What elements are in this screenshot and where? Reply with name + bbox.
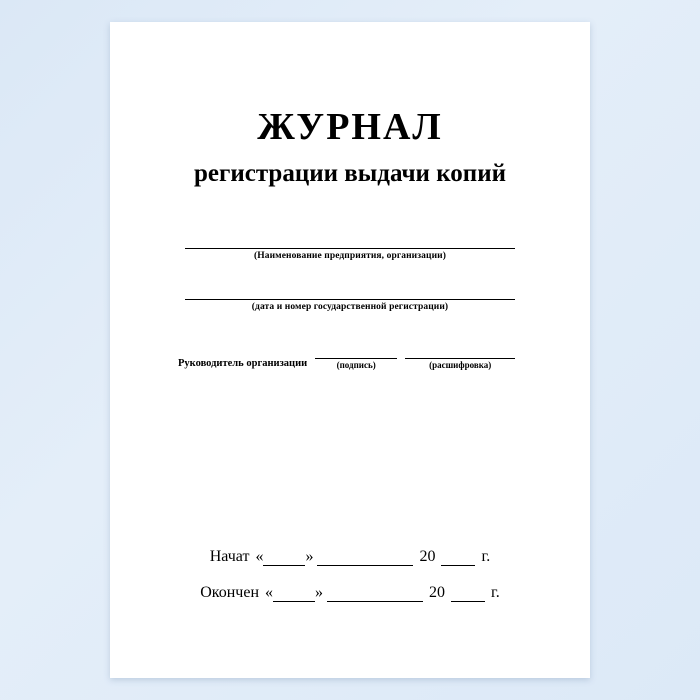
chief-label: Руководитель организации: [178, 358, 308, 369]
finished-day-input[interactable]: [273, 588, 315, 602]
organization-field-row: [185, 232, 515, 261]
started-year-input[interactable]: [441, 552, 475, 566]
registration-field-caption: (дата и номер государственной регистрации): [251, 302, 449, 312]
field-spacer: [110, 261, 590, 283]
journal-cover-page: [110, 22, 590, 678]
registration-input-line[interactable]: [185, 283, 515, 300]
organization-input-line[interactable]: [185, 232, 515, 249]
started-month-input[interactable]: [317, 552, 413, 566]
registration-field-row: [185, 283, 515, 312]
fields-section: [110, 232, 590, 370]
started-label: Начат: [209, 548, 250, 565]
finished-year-prefix: 20: [429, 584, 446, 601]
title-block: [110, 108, 590, 187]
finished-label: Окончен: [200, 584, 260, 601]
started-quote-open: «: [255, 548, 264, 565]
started-row: [110, 548, 590, 566]
decoding-input-line[interactable]: [405, 346, 515, 359]
page-title: ЖУРНАЛ: [257, 106, 443, 148]
footer-section: [110, 548, 590, 620]
started-day-input[interactable]: [263, 552, 305, 566]
finished-quote-close: »: [315, 584, 324, 601]
decoding-caption: (расшифровка): [429, 360, 492, 370]
signature-caption: (подпись): [336, 360, 376, 370]
finished-row: [110, 584, 590, 602]
decoding-group: [405, 346, 515, 370]
organization-field-caption: (Наименование предприятия, организации): [253, 251, 447, 261]
started-quote-close: »: [305, 548, 314, 565]
chief-signature-row: [170, 346, 530, 370]
finished-month-input[interactable]: [327, 588, 423, 602]
signature-group: [315, 346, 397, 370]
started-year-suffix: г.: [481, 548, 491, 565]
signature-input-line[interactable]: [315, 346, 397, 359]
started-year-prefix: 20: [419, 548, 436, 565]
finished-quote-open: «: [265, 584, 274, 601]
page-subtitle: регистрации выдачи копий: [193, 159, 506, 187]
finished-year-input[interactable]: [451, 588, 485, 602]
finished-year-suffix: г.: [491, 584, 500, 601]
